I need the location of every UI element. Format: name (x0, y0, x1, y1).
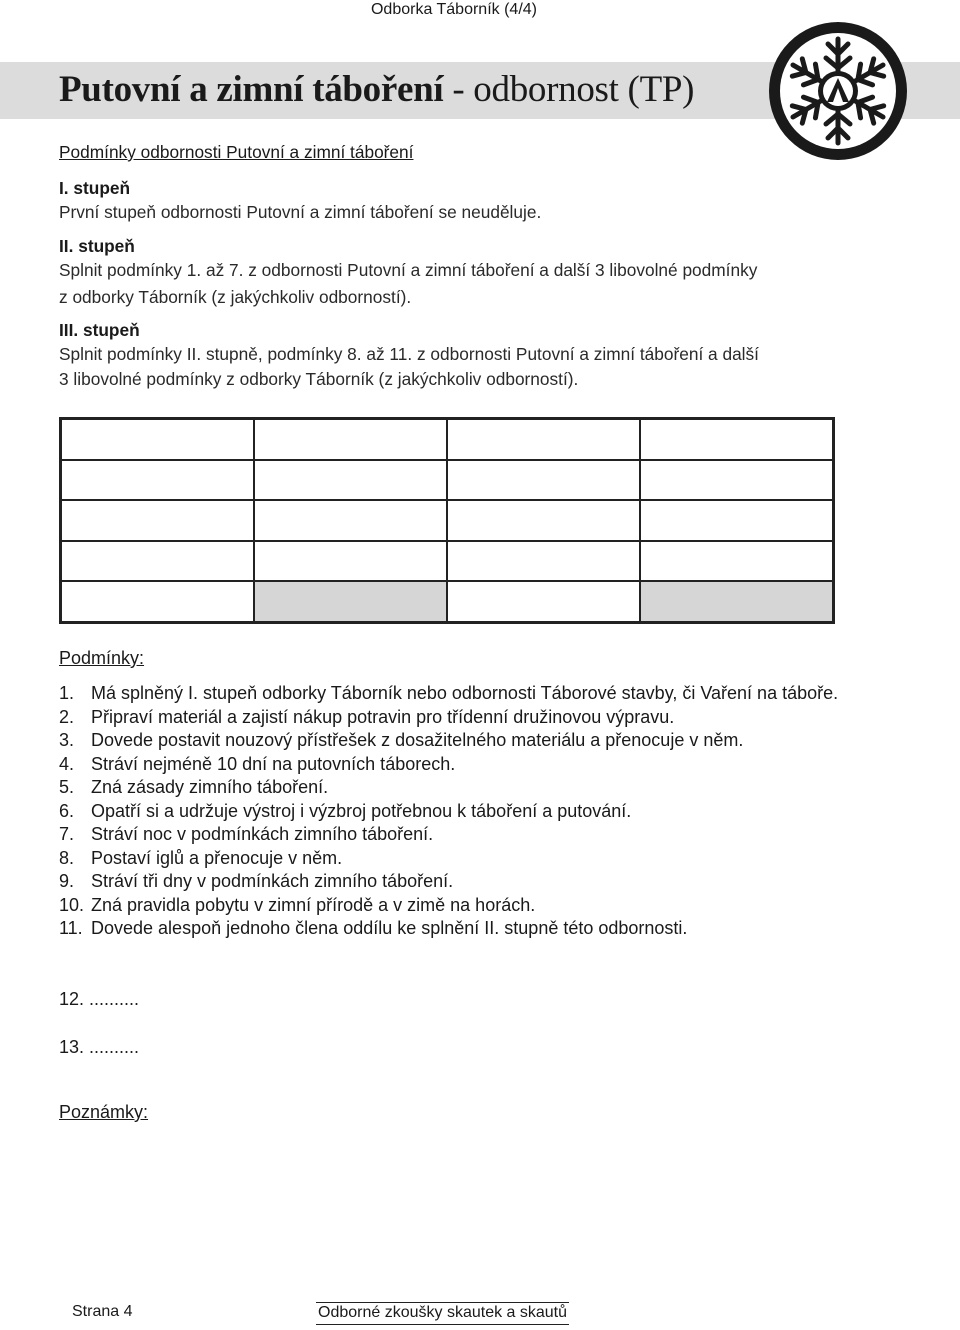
level-2-text-line-2: z odborky Táborník (z jakýchkoliv odborností). (59, 287, 412, 307)
grid-cell (254, 581, 447, 622)
level-1-name: I. stupeň (59, 178, 131, 198)
grid-cell (254, 500, 447, 541)
grid-cell (447, 581, 640, 622)
requirements-heading: Podmínky odbornosti Putovní a zimní táboření (59, 142, 414, 162)
grid-cell (447, 419, 640, 460)
grid-cell (61, 460, 254, 501)
condition-item (59, 729, 849, 753)
condition-text: Zná zásady zimního táboření. (91, 777, 329, 797)
grid-cell (61, 419, 254, 460)
grid-cell (640, 541, 833, 582)
condition-text: Opatří si a udržuje výstroj i výzbroj potřebnou k táboření a putování. (91, 800, 632, 821)
condition-text: Dovede alespoň jednoho člena oddílu ke splnění II. stupně této odbornosti. (91, 918, 688, 938)
condition-text: Má splněný I. stupeň odborky Táborník nebo odbornosti Táborové stavby, či Vaření na táboře. (91, 683, 839, 703)
notes-heading: Poznámky: (59, 1102, 149, 1122)
condition-number: 6. (59, 800, 75, 821)
level-2-text-line-1: Splnit podmínky 1. až 7. z odbornosti Putovní a zimní táboření a další 3 libovolné podmínky (59, 260, 758, 280)
grid-cell (254, 541, 447, 582)
grid-cell (447, 460, 640, 501)
conditions-list (59, 682, 849, 941)
condition-item (59, 823, 849, 847)
condition-text: Stráví nejméně 10 dní na putovních táborech. (91, 753, 456, 774)
page-title-bold: Putovní a zimní táboření (59, 69, 444, 110)
grid-cell (254, 419, 447, 460)
level-1-text: První stupeň odbornosti Putovní a zimní táboření se neuděluje. (59, 202, 542, 222)
condition-number: 4. (59, 753, 75, 774)
snowflake-tent-badge-icon (767, 20, 909, 162)
grid-cell (61, 581, 254, 622)
grid-cell (447, 541, 640, 582)
condition-text: Stráví noc v podmínkách zimního táboření. (91, 824, 434, 844)
grid-cell (61, 500, 254, 541)
condition-number: 5. (59, 777, 75, 797)
condition-number: 9. (59, 871, 75, 891)
grid-cell (640, 500, 833, 541)
condition-item (59, 682, 849, 706)
condition-item (59, 870, 849, 894)
condition-number: 1. (59, 683, 75, 703)
condition-item (59, 917, 849, 941)
running-header: Odborka Táborník (4/4) (370, 1, 537, 18)
grid-cell (61, 541, 254, 582)
condition-number: 11. (59, 918, 83, 938)
grid-cell (447, 500, 640, 541)
condition-item (59, 706, 849, 730)
condition-number: 2. (59, 706, 75, 727)
condition-item (59, 753, 849, 777)
condition-text: Připraví materiál a zajistí nákup potravin pro třídenní družinovou výpravu. (91, 706, 675, 727)
level-3-text-line-2: 3 libovolné podmínky z odborky Táborník (z jakýchkoliv odborností). (59, 369, 579, 389)
blank-condition-13: 13. .......... (59, 1037, 140, 1057)
condition-number: 8. (59, 847, 75, 868)
condition-number: 7. (59, 824, 75, 844)
condition-item (59, 800, 849, 824)
condition-number: 3. (59, 730, 75, 750)
condition-text: Stráví tři dny v podmínkách zimního táboření. (91, 871, 454, 891)
condition-text: Dovede postavit nouzový přístřešek z dosažitelného materiálu a přenocuje v něm. (91, 730, 744, 750)
condition-item (59, 847, 849, 871)
grid-cell (640, 460, 833, 501)
book-title: Odborné zkoušky skautek a skautů (316, 1302, 569, 1325)
conditions-heading: Podmínky: (59, 648, 145, 668)
grid-cell (640, 581, 833, 622)
blank-condition-12: 12. .......... (59, 989, 140, 1009)
signature-grid (59, 417, 835, 624)
condition-item (59, 776, 849, 800)
grid-cell (254, 460, 447, 501)
page-title-rest: - odbornost (TP) (443, 69, 695, 110)
condition-text: Postaví iglů a přenocuje v něm. (91, 847, 343, 868)
grid-cell (640, 419, 833, 460)
condition-text: Zná pravidla pobytu v zimní přírodě a v zimě na horách. (91, 894, 536, 915)
page-title (59, 68, 694, 112)
page-number: Strana 4 (72, 1303, 133, 1320)
level-3-text-line-1: Splnit podmínky II. stupně, podmínky 8. až 11. z odbornosti Putovní a zimní táboření a další (59, 344, 759, 364)
level-3-name: III. stupeň (59, 320, 140, 340)
level-2-name: II. stupeň (59, 236, 135, 256)
condition-number: 10. (59, 894, 85, 915)
condition-item (59, 894, 849, 918)
